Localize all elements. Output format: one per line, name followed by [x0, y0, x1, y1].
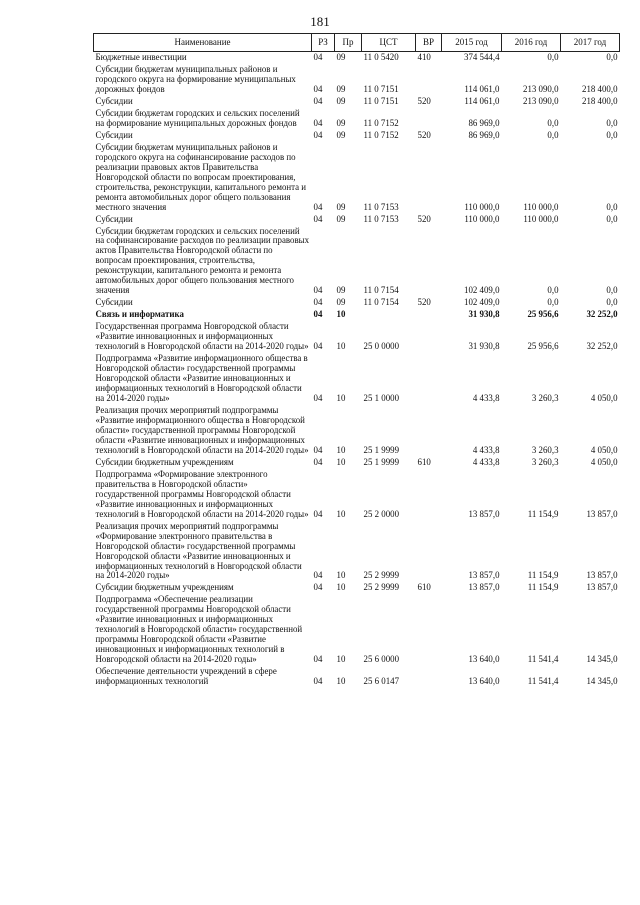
cell-pr: 09	[336, 201, 346, 212]
cell-2017: 218 400,0	[582, 95, 618, 106]
cell-cst: 11 0 7152	[363, 117, 399, 128]
cell-2016: 3 260,3	[531, 456, 559, 467]
cell-2015: 102 409,0	[464, 297, 500, 308]
header-vr: ВР	[416, 34, 442, 52]
cell-vr	[416, 142, 442, 214]
cell-cst: 25 2 0000	[363, 508, 399, 519]
table-row	[94, 321, 620, 353]
table-row	[94, 469, 620, 521]
table-row	[94, 108, 620, 130]
cell-2015: 86 969,0	[468, 117, 500, 128]
cell-2015: 4 433,8	[472, 444, 500, 455]
cell-vr: 520	[417, 129, 431, 140]
cell-vr: 520	[417, 213, 431, 224]
cell-pr: 09	[336, 285, 346, 296]
cell-cst: 11 0 7153	[363, 201, 399, 212]
cell-vr	[416, 594, 442, 666]
table-row	[94, 353, 620, 405]
cell-cst: 11 0 5420	[363, 52, 399, 62]
cell-name: Субсидии бюджетным учреждениям	[95, 456, 234, 467]
budget-table	[93, 33, 620, 688]
cell-2017: 32 252,0	[586, 341, 618, 352]
cell-2016: 11 154,9	[527, 570, 559, 581]
cell-vr: 520	[417, 95, 431, 106]
cell-vr	[416, 353, 442, 405]
cell-cst: 25 6 0147	[363, 676, 399, 687]
cell-rz: 04	[313, 117, 323, 128]
table-row	[94, 142, 620, 214]
cell-2017: 0,0	[606, 285, 618, 296]
table-row	[94, 582, 620, 594]
cell-2017: 14 345,0	[586, 654, 618, 665]
cell-2015: 13 857,0	[468, 508, 500, 519]
cell-2015: 110 000,0	[464, 201, 500, 212]
cell-2016: 0,0	[547, 52, 559, 62]
table-row	[94, 214, 620, 226]
cell-pr: 10	[336, 508, 346, 519]
cell-vr	[416, 226, 442, 298]
table-row	[94, 130, 620, 142]
cell-vr	[416, 309, 442, 321]
cell-2015: 13 857,0	[468, 570, 500, 581]
table-row	[94, 666, 620, 688]
cell-vr	[416, 64, 442, 96]
cell-name: Обеспечение деятельности учреждений в сфере информационных технологий	[95, 666, 277, 687]
table-row	[94, 309, 620, 321]
cell-vr: 610	[417, 582, 431, 593]
cell-name: Субсидии бюджетным учреждениям	[95, 582, 234, 593]
cell-name: Субсидии	[95, 297, 133, 308]
cell-cst: 25 1 0000	[363, 393, 399, 403]
header-2017: 2017 год	[561, 34, 620, 52]
cell-2016: 213 090,0	[523, 95, 559, 106]
cell-rz: 04	[313, 213, 323, 224]
cell-pr: 10	[336, 444, 346, 455]
cell-rz: 04	[313, 508, 323, 519]
header-2015: 2015 год	[442, 34, 502, 52]
cell-2016: 110 000,0	[523, 213, 559, 224]
cell-2016: 11 154,9	[527, 508, 559, 519]
table-row	[94, 457, 620, 469]
cell-2016: 0,0	[547, 117, 559, 128]
table-row	[94, 405, 620, 457]
cell-cst: 25 2 9999	[363, 582, 399, 593]
table-header-row	[94, 34, 620, 52]
cell-pr: 10	[336, 393, 346, 403]
header-name: Наименование	[94, 34, 312, 52]
cell-rz: 04	[313, 676, 323, 687]
cell-vr: 610	[417, 456, 431, 467]
table-row	[94, 226, 620, 298]
cell-rz: 04	[313, 582, 323, 593]
table-row	[94, 521, 620, 583]
cell-rz: 04	[313, 95, 323, 106]
cell-vr	[416, 521, 442, 583]
cell-cst: 25 1 9999	[363, 444, 399, 455]
cell-2015: 13 857,0	[468, 582, 500, 593]
cell-2016: 11 541,4	[527, 676, 559, 687]
cell-cst: 25 0 0000	[363, 341, 399, 352]
cell-rz: 04	[313, 297, 323, 308]
cell-2016: 0,0	[547, 297, 559, 308]
cell-2017: 4 050,0	[590, 393, 618, 403]
cell-2017: 0,0	[606, 213, 618, 224]
cell-cst: 25 2 9999	[363, 570, 399, 581]
cell-2017: 13 857,0	[586, 582, 618, 593]
cell-2017: 0,0	[606, 129, 618, 140]
cell-rz: 04	[313, 654, 323, 665]
cell-name: Субсидии	[95, 129, 133, 140]
cell-2015: 4 433,8	[472, 456, 500, 467]
cell-name: Государственная программа Новгородской области «Развитие инновационных и информационных технологий в Новгородской области на 2014-2020 годы»	[95, 321, 309, 352]
cell-2017: 13 857,0	[586, 508, 618, 519]
table-row	[94, 64, 620, 96]
cell-2017: 13 857,0	[586, 570, 618, 581]
page-number: 181	[310, 14, 330, 29]
cell-2015: 114 061,0	[464, 83, 500, 94]
cell-rz: 04	[313, 444, 323, 455]
cell-2017: 14 345,0	[586, 676, 618, 687]
table-row	[94, 297, 620, 309]
cell-cst: 25 1 9999	[363, 456, 399, 467]
cell-rz: 04	[313, 309, 323, 320]
table-row	[94, 96, 620, 108]
cell-2017: 4 050,0	[590, 456, 618, 467]
cell-pr: 09	[336, 117, 346, 128]
cell-2015: 102 409,0	[464, 285, 500, 296]
cell-rz: 04	[313, 393, 323, 403]
cell-rz: 04	[313, 201, 323, 212]
cell-name: Субсидии бюджетам городских и сельских поселений на формирование муниципальных дорожных фондов	[95, 107, 300, 128]
header-cst: ЦСТ	[362, 34, 416, 52]
cell-pr: 10	[336, 309, 346, 320]
cell-pr: 10	[336, 676, 346, 687]
cell-vr	[416, 405, 442, 457]
cell-2016: 11 541,4	[527, 654, 559, 665]
header-pr: Пр	[335, 34, 362, 52]
cell-2016: 110 000,0	[523, 201, 559, 212]
cell-vr	[416, 108, 442, 130]
cell-2016: 0,0	[547, 285, 559, 296]
cell-cst	[362, 309, 416, 321]
cell-cst: 11 0 7154	[363, 297, 399, 308]
cell-name: Субсидии бюджетам муниципальных районов и городского округа на софинансирование расходов по реализации правовых актов Правительства Новгородской области по вопросам проектирования, строительства, реконструкции, капитального ремонта и ремонта автомобильных дорог общего пользования местного значения	[95, 141, 307, 212]
cell-cst: 11 0 7153	[363, 213, 399, 224]
cell-2015: 13 640,0	[468, 676, 500, 687]
cell-cst: 11 0 7151	[363, 83, 399, 94]
cell-2017: 0,0	[606, 297, 618, 308]
cell-name: Реализация прочих мероприятий подпрограммы «Развитие информационного общества в Новгородской области» государственной программы Новгородской области «Развитие инновационных и информационных технологий в Новгородской области на 2014-2020 годы»	[95, 404, 309, 455]
cell-2015: 374 544,4	[464, 52, 500, 62]
cell-2015: 114 061,0	[464, 95, 500, 106]
cell-name: Субсидии	[95, 213, 133, 224]
cell-pr: 10	[336, 341, 346, 352]
cell-name: Реализация прочих мероприятий подпрограммы «Формирование электронного правительства в Новгородской области» государственной программы Новгородской области «Развитие инновационных и информационных технологий в Новгородской области на 2014-2020 годы»	[95, 520, 302, 581]
cell-name: Субсидии бюджетам городских и сельских поселений на софинансирование расходов по реализации правовых актов Правительства Новгородской области по вопросам проектирования, строительства, реконструкции, капитального ремонта и ремонта автомобильных дорог общего пользования местного значения	[95, 225, 310, 296]
cell-name: Бюджетные инвестиции	[95, 52, 187, 62]
cell-pr: 09	[336, 83, 346, 94]
cell-vr: 410	[417, 52, 431, 62]
cell-name: Субсидии бюджетам муниципальных районов и городского округа на формирование муниципальных дорожных фондов	[95, 63, 296, 94]
cell-rz: 04	[313, 285, 323, 296]
cell-vr	[416, 469, 442, 521]
cell-2017: 0,0	[606, 117, 618, 128]
cell-pr: 10	[336, 456, 346, 467]
cell-2015: 31 930,8	[468, 309, 500, 320]
cell-cst: 25 6 0000	[363, 654, 399, 665]
cell-2016: 25 956,6	[527, 309, 559, 320]
cell-rz: 04	[313, 129, 323, 140]
cell-2015: 31 930,8	[468, 341, 500, 352]
cell-2017: 0,0	[606, 201, 618, 212]
cell-pr: 10	[336, 570, 346, 581]
cell-vr	[416, 666, 442, 688]
cell-2016: 25 956,6	[527, 341, 559, 352]
cell-2015: 110 000,0	[464, 213, 500, 224]
cell-pr: 10	[336, 582, 346, 593]
header-rz: РЗ	[312, 34, 335, 52]
cell-2015: 4 433,8	[472, 393, 500, 403]
cell-name: Подпрограмма «Формирование электронного правительства в Новгородской области» государственной программы Новгородской области «Развитие инновационных и информационных технологий в Новгородской области на 2014-2020 годы»	[95, 468, 309, 519]
cell-2016: 11 154,9	[527, 582, 559, 593]
cell-rz: 04	[313, 341, 323, 352]
cell-2017: 218 400,0	[582, 83, 618, 94]
cell-2016: 3 260,3	[531, 393, 559, 403]
cell-2015: 13 640,0	[468, 654, 500, 665]
cell-cst: 11 0 7154	[363, 285, 399, 296]
cell-pr: 09	[336, 297, 346, 308]
cell-pr: 09	[336, 95, 346, 106]
cell-cst: 11 0 7151	[363, 95, 399, 106]
cell-rz: 04	[313, 456, 323, 467]
cell-pr: 10	[336, 654, 346, 665]
cell-pr: 09	[336, 52, 346, 62]
header-2016: 2016 год	[502, 34, 561, 52]
cell-rz: 04	[313, 83, 323, 94]
cell-pr: 09	[336, 129, 346, 140]
cell-2016: 0,0	[547, 129, 559, 140]
cell-2017: 32 252,0	[586, 309, 618, 320]
cell-rz: 04	[313, 570, 323, 581]
table-row	[94, 52, 620, 64]
cell-name: Субсидии	[95, 95, 133, 106]
cell-2017: 0,0	[606, 52, 618, 62]
cell-vr: 520	[417, 297, 431, 308]
cell-pr: 09	[336, 213, 346, 224]
cell-2016: 213 090,0	[523, 83, 559, 94]
cell-name: Подпрограмма «Обеспечение реализации государственной программы Новгородской области «Развитие инновационных и информационных технологий в Новгородской области» государственной программы Новгородской области «Развитие инновационных и информационных технологий в Новгородской области на 2014-2020 годы»	[95, 594, 303, 665]
table-row	[94, 594, 620, 666]
cell-vr	[416, 321, 442, 353]
cell-rz: 04	[313, 52, 323, 62]
cell-2015: 86 969,0	[468, 129, 500, 140]
cell-cst: 11 0 7152	[363, 129, 399, 140]
cell-2016: 3 260,3	[531, 444, 559, 455]
cell-name: Связь и информатика	[95, 309, 184, 320]
cell-2017: 4 050,0	[590, 444, 618, 455]
cell-name: Подпрограмма «Развитие информационного общества в Новгородской области» государственной программы Новгородской области «Развитие инновационных и информационных технологий в Новгородской области на 2014-2020 годы»	[95, 353, 308, 403]
table-body	[94, 52, 620, 689]
